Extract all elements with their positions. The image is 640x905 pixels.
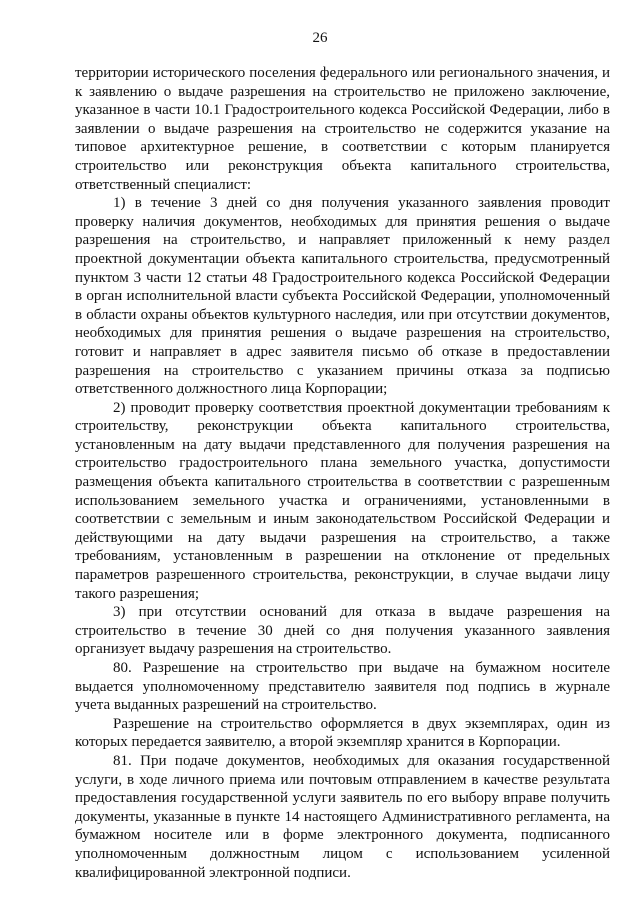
paragraph-clause-80: 80. Разрешение на строительство при выдаче на бумажном носителе выдается уполномоченному представителю заявителя под подпись в журнале учета выданных разрешений на строительство. — [75, 660, 610, 714]
document-body — [75, 64, 610, 882]
page-number: 26 — [312, 30, 328, 46]
paragraph-item-2: 2) проводит проверку соответствия проектной документации требованиям к строительству, реконструкции объекта капитального строительства, установленным на дату выдачи представленного для получения разрешения на строительство градостроительного плана земельного участка, допустимости размещения объекта капитального строительства в соответствии с разрешенным использованием земельного участка и ограничениями, установленными в соответствии с земельным и иным законодательством Российской Федерации и действующими на дату выдачи разрешения на строительство, а также требованиям, установленным в разрешении на отклонение от предельных параметров разрешенного строительства, реконструкции, в случае выдачи лицу такого разрешения; — [75, 399, 610, 602]
paragraph-copies: Разрешение на строительство оформляется в двух экземплярах, один из которых передается заявителю, а второй экземпляр хранится в Корпорации. — [75, 715, 610, 751]
paragraph-item-3: 3) при отсутствии оснований для отказа в выдаче разрешения на строительство в течение 30 дней со дня получения указанного заявления организует выдачу разрешения на строительство. — [75, 604, 610, 658]
paragraph-clause-81: 81. При подаче документов, необходимых для оказания государственной услуги, в ходе личного приема или почтовым отправлением в качестве результата предоставления государственной услуги заявитель по его выбору вправе получить документы, указанные в пункте 14 настоящего Административного регламента, на бумажном носителе или в форме электронного документа, подписанного уполномоченным должностным лицом с использованием усиленной квалифицированной электронной подписи. — [75, 752, 610, 881]
paragraph-intro: территории исторического поселения федерального или регионального значения, и к заявлению о выдаче разрешения на строительство не приложено заключение, указанное в части 10.1 Градостроительного кодекса Российской Федерации, либо в заявлении о выдаче разрешения на строительство не содержится указание на типовое архитектурное решение, в соответствии с которым планируется строительство или реконструкция объекта капитального строительства, ответственный специалист: — [75, 65, 610, 193]
paragraph-item-1: 1) в течение 3 дней со дня получения указанного заявления проводит проверку наличия документов, необходимых для принятия решения о выдаче разрешения на строительство, и направляет приложенный к нему раздел проектной документации объекта капитального строительства, предусмотренный пунктом 3 части 12 статьи 48 Градостроительного кодекса Российской Федерации в орган исполнительной власти субъекта Российской Федерации, уполномоченный в области охраны объектов культурного наследия, или при отсутствии документов, необходимых для принятия решения о выдаче разрешения на строительство, готовит и направляет в адрес заявителя письмо об отказе в предоставлении разрешения на строительство с указанием причины отказа за подписью ответственного должностного лица Корпорации; — [75, 195, 610, 398]
